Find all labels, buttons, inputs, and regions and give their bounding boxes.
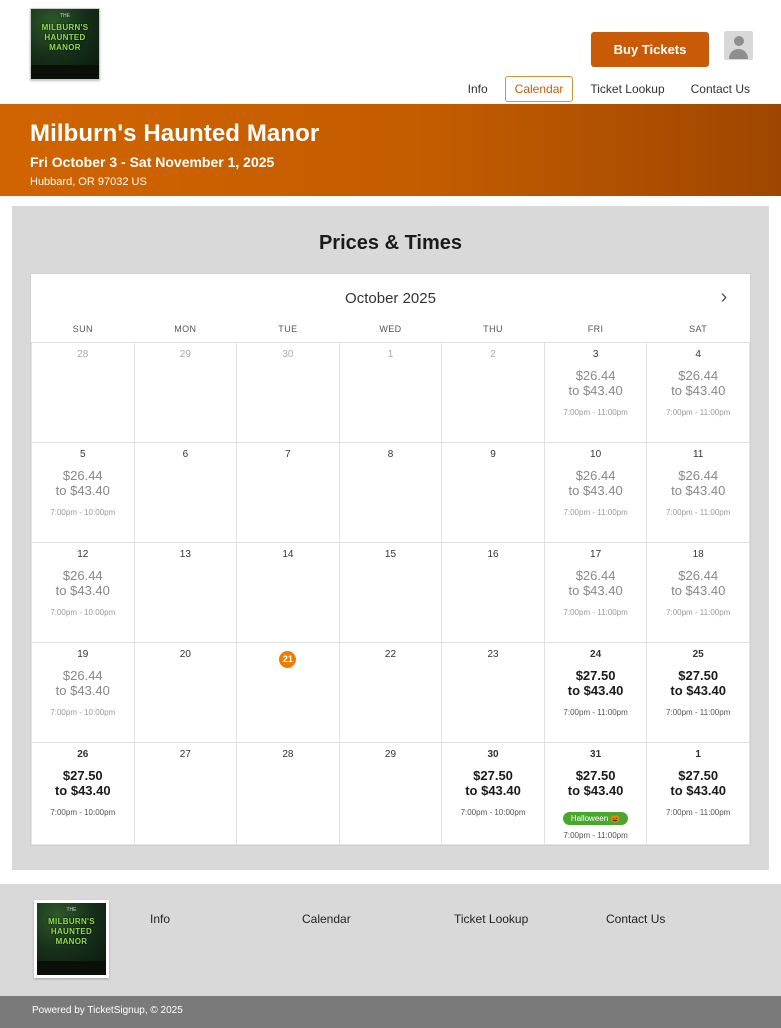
calendar-body	[32, 343, 750, 845]
footer-logo-base	[37, 961, 106, 975]
footer-logo-artwork	[37, 903, 106, 975]
calendar-time-range: 7:00pm - 10:00pm	[50, 808, 116, 817]
site-footer	[0, 884, 781, 996]
weekday-fri: FRI	[587, 324, 604, 334]
calendar-day-cell	[237, 343, 340, 443]
calendar-time-range: 7:00pm - 11:00pm	[666, 708, 731, 717]
calendar-price-range: $26.44 to $43.40	[55, 668, 110, 698]
calendar-day-cell	[237, 643, 340, 743]
logo-small-text: THE	[60, 13, 70, 19]
nav-item-calendar[interactable]: Calendar	[505, 76, 574, 102]
calendar-day-cell-available[interactable]	[647, 443, 750, 543]
calendar-day-cell	[339, 643, 442, 743]
calendar-day-number: 4	[695, 349, 701, 360]
footer-logo[interactable]	[34, 900, 109, 978]
calendar-time-range: 7:00pm - 11:00pm	[666, 408, 731, 417]
calendar-card	[30, 273, 751, 846]
calendar-day-cell	[134, 743, 237, 845]
calendar-time-range: 7:00pm - 11:00pm	[666, 508, 731, 517]
calendar-day-number: 11	[692, 449, 704, 460]
calendar-price-range: $26.44 to $43.40	[671, 568, 726, 598]
calendar-day-cell-available[interactable]	[544, 743, 647, 845]
calendar-time-range: 7:00pm - 11:00pm	[563, 508, 628, 517]
calendar-day-number: 9	[490, 449, 496, 460]
calendar-day-number: 10	[590, 449, 602, 460]
weekday-mon: MON	[174, 324, 197, 334]
buy-tickets-button[interactable]: Buy Tickets	[591, 32, 709, 67]
calendar-day-cell	[134, 543, 237, 643]
calendar-day-cell-available[interactable]	[544, 443, 647, 543]
calendar-day-cell-available[interactable]	[544, 643, 647, 743]
calendar-weekday-row	[32, 321, 750, 343]
calendar-header	[31, 274, 750, 321]
calendar-day-cell	[237, 543, 340, 643]
calendar-day-cell-available[interactable]	[647, 343, 750, 443]
chevron-right-icon[interactable]: ›	[720, 286, 728, 308]
event-dates: Fri October 3 - Sat November 1, 2025	[30, 154, 275, 170]
calendar-day-cell-available[interactable]	[647, 643, 750, 743]
calendar-day-cell	[134, 643, 237, 743]
footer-logo-title-text: MILBURN'S HAUNTED MANOR	[48, 917, 95, 946]
calendar-day-number: 1	[695, 749, 701, 760]
prices-times-panel	[12, 206, 769, 870]
calendar-day-number: 8	[387, 449, 394, 460]
calendar-price-range: $27.50 to $43.40	[54, 768, 111, 798]
calendar-day-number: 3	[592, 349, 599, 360]
calendar-time-range: 7:00pm - 11:00pm	[563, 831, 628, 840]
calendar-event-badge: Halloween 🎃	[563, 812, 629, 825]
event-banner	[0, 104, 781, 196]
calendar-day-cell	[339, 743, 442, 845]
calendar-day-cell-available[interactable]	[32, 743, 135, 845]
calendar-day-number: 28	[282, 749, 294, 760]
user-avatar-icon[interactable]	[724, 31, 753, 60]
site-header	[0, 0, 781, 104]
calendar-day-number: 29	[384, 749, 397, 760]
weekday-sun: SUN	[72, 324, 93, 334]
calendar-week-row	[32, 343, 750, 443]
logo-base	[31, 65, 99, 79]
calendar-today-marker: 21	[279, 651, 296, 668]
calendar-time-range: 7:00pm - 10:00pm	[50, 708, 116, 717]
calendar-day-cell	[442, 343, 545, 443]
calendar-day-cell-available[interactable]	[32, 443, 135, 543]
calendar-time-range: 7:00pm - 10:00pm	[50, 508, 116, 517]
nav-item-ticket-lookup[interactable]: Ticket Lookup	[590, 82, 665, 96]
nav-item-contact-us[interactable]: Contact Us	[690, 82, 750, 96]
calendar-day-cell-available[interactable]	[647, 543, 750, 643]
calendar-day-number: 5	[80, 449, 86, 460]
calendar-time-range: 7:00pm - 10:00pm	[460, 808, 526, 817]
avatar-head	[734, 36, 744, 46]
calendar-price-range: $27.50 to $43.40	[465, 768, 521, 798]
calendar-time-range: 7:00pm - 11:00pm	[563, 608, 628, 617]
primary-nav	[459, 76, 759, 102]
calendar-day-number: 19	[77, 649, 89, 660]
calendar-day-cell	[134, 343, 237, 443]
calendar-day-number: 23	[487, 649, 499, 660]
calendar-day-cell	[442, 643, 545, 743]
calendar-day-number: 15	[384, 549, 397, 560]
calendar-day-cell	[339, 443, 442, 543]
calendar-price-range: $26.44 to $43.40	[55, 568, 110, 598]
calendar-price-range: $27.50 to $43.40	[567, 768, 624, 798]
calendar-day-number: 28	[77, 349, 89, 360]
logo-artwork	[31, 9, 99, 79]
calendar-day-number: 26	[77, 749, 89, 760]
calendar-day-number: 13	[179, 549, 191, 560]
nav-item-info[interactable]: Info	[467, 82, 488, 96]
calendar-week-row	[32, 543, 750, 643]
calendar-day-number: 2	[490, 349, 496, 360]
calendar-price-range: $26.44 to $43.40	[55, 468, 110, 498]
calendar-price-range: $26.44 to $43.40	[568, 368, 623, 398]
calendar-price-range: $27.50 to $43.40	[567, 668, 624, 698]
calendar-day-number: 25	[692, 649, 704, 660]
calendar-week-row	[32, 743, 750, 845]
footer-link-contact-us[interactable]: Contact Us	[606, 912, 666, 926]
calendar-time-range: 7:00pm - 11:00pm	[563, 408, 628, 417]
calendar-day-number: 27	[179, 749, 191, 760]
calendar-day-cell	[339, 343, 442, 443]
logo-title-text: MILBURN'S HAUNTED MANOR	[41, 23, 89, 52]
calendar-day-number: 17	[590, 549, 602, 560]
footer-link-info[interactable]: Info	[150, 912, 171, 926]
calendar-day-cell	[442, 543, 545, 643]
weekday-wed: WED	[379, 324, 402, 334]
calendar-day-cell-available[interactable]	[32, 543, 135, 643]
calendar-day-number: 6	[182, 449, 189, 460]
calendar-month-label: October 2025	[345, 290, 436, 307]
calendar-time-range: 7:00pm - 11:00pm	[666, 608, 731, 617]
calendar-day-cell-available[interactable]	[442, 743, 545, 845]
calendar-week-row	[32, 443, 750, 543]
calendar-day-cell-available[interactable]	[647, 743, 750, 845]
calendar-day-number: 1	[387, 349, 394, 360]
calendar-day-number: 29	[179, 349, 191, 360]
calendar-price-range: $27.50 to $43.40	[670, 668, 727, 698]
calendar-price-range: $27.50 to $43.40	[670, 768, 727, 798]
weekday-sat: SAT	[689, 324, 708, 334]
calendar-price-range: $26.44 to $43.40	[671, 468, 726, 498]
site-logo[interactable]	[30, 8, 100, 80]
calendar-day-number: 20	[179, 649, 191, 660]
footer-link-calendar[interactable]: Calendar	[302, 912, 351, 926]
avatar-body	[729, 49, 748, 59]
calendar-price-range: $26.44 to $43.40	[568, 568, 623, 598]
footer-nav	[150, 912, 665, 926]
calendar-price-range: $26.44 to $43.40	[671, 368, 726, 398]
copyright-bar: Powered by TicketSignup, © 2025	[0, 996, 781, 1028]
calendar-day-cell	[134, 443, 237, 543]
event-title: Milburn's Haunted Manor	[30, 120, 320, 147]
calendar-day-cell	[32, 343, 135, 443]
calendar-day-number: 30	[487, 749, 499, 760]
calendar-time-range: 7:00pm - 11:00pm	[666, 808, 731, 817]
calendar-day-number: 22	[384, 649, 397, 660]
weekday-tue: TUE	[278, 324, 298, 334]
calendar-day-number: 16	[487, 549, 499, 560]
footer-link-ticket-lookup[interactable]: Ticket Lookup	[454, 912, 529, 926]
calendar-day-number: 24	[590, 649, 602, 660]
calendar-day-number: 7	[285, 449, 291, 460]
calendar-day-number: 31	[590, 749, 602, 760]
event-location: Hubbard, OR 97032 US	[30, 176, 147, 188]
calendar-table	[31, 321, 750, 845]
calendar-day-number: 30	[282, 349, 294, 360]
calendar-day-cell	[237, 743, 340, 845]
calendar-time-range: 7:00pm - 10:00pm	[50, 608, 116, 617]
calendar-day-number: 18	[692, 549, 704, 560]
calendar-day-cell	[442, 443, 545, 543]
calendar-week-row	[32, 643, 750, 743]
calendar-day-number: 14	[282, 549, 294, 560]
calendar-day-cell	[237, 443, 340, 543]
calendar-price-range: $26.44 to $43.40	[568, 468, 623, 498]
calendar-day-cell-available[interactable]	[32, 643, 135, 743]
page-title: Prices & Times	[318, 232, 463, 254]
calendar-time-range: 7:00pm - 11:00pm	[563, 708, 628, 717]
main-content	[0, 196, 781, 884]
footer-logo-small-text: THE	[66, 907, 77, 913]
calendar-day-cell-available[interactable]	[544, 543, 647, 643]
calendar-day-cell	[339, 543, 442, 643]
calendar-day-cell-available[interactable]	[544, 343, 647, 443]
weekday-thu: THU	[483, 324, 503, 334]
calendar-day-number: 12	[77, 549, 89, 560]
